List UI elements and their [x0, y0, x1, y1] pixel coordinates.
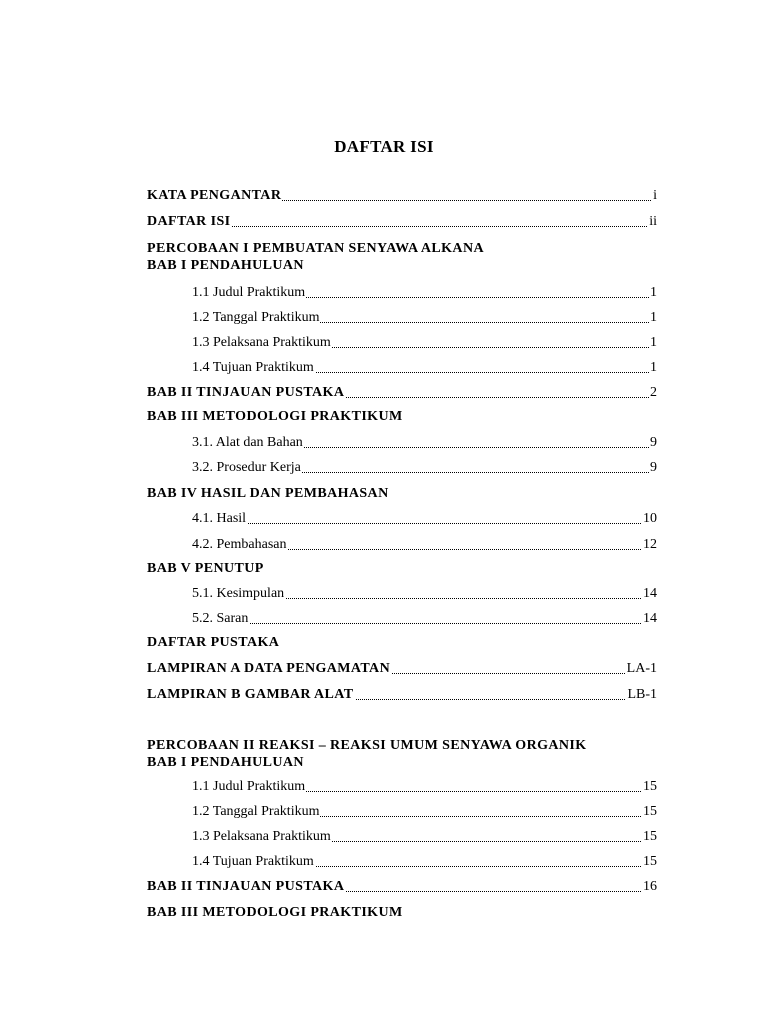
toc-entry-label: LAMPIRAN A DATA PENGAMATAN: [147, 659, 391, 679]
toc-entry: [192, 358, 657, 378]
toc-heading: BAB III METODOLOGI PRAKTIKUM: [147, 905, 403, 920]
toc-heading: BAB IV HASIL DAN PEMBAHASAN: [147, 486, 389, 501]
toc-entry-page-number: 10: [642, 509, 657, 529]
toc-heading: PERCOBAAN I PEMBUATAN SENYAWA ALKANA: [147, 241, 484, 256]
toc-entry-page-number: 1: [649, 308, 657, 328]
toc-entry-page-number: 14: [642, 609, 657, 629]
toc-entry-label: 1.3 Pelaksana Praktikum: [192, 827, 332, 847]
toc-entry: [147, 659, 657, 679]
toc-entry-page-number: 1: [649, 358, 657, 378]
toc-entry-page-number: 15: [642, 777, 657, 797]
toc-entry: [147, 212, 657, 232]
toc-entry: [192, 584, 657, 604]
toc-entry-label: BAB II TINJAUAN PUSTAKA: [147, 383, 345, 403]
toc-entry: [147, 186, 657, 206]
toc-entry-label: 1.4 Tujuan Praktikum: [192, 852, 315, 872]
toc-entry-page-number: 9: [649, 458, 657, 478]
toc-entry-page-number: 12: [642, 535, 657, 555]
toc-entry-page-number: 15: [642, 802, 657, 822]
toc-entry: [192, 308, 657, 328]
toc-entry: [192, 535, 657, 555]
toc-entry-label: BAB II TINJAUAN PUSTAKA: [147, 877, 345, 897]
toc-entry: [192, 509, 657, 529]
toc-heading: BAB I PENDAHULUAN: [147, 755, 304, 770]
toc-entry: [192, 283, 657, 303]
toc-entry-page-number: 15: [642, 852, 657, 872]
toc-entry: [147, 685, 657, 705]
toc-entry-label: 5.1. Kesimpulan: [192, 584, 285, 604]
toc-entry: [192, 827, 657, 847]
toc-entry-label: LAMPIRAN B GAMBAR ALAT: [147, 685, 355, 705]
toc-entry: [147, 877, 657, 897]
toc-entry-label: 1.1 Judul Praktikum: [192, 777, 306, 797]
toc-entry-label: 1.2 Tanggal Praktikum: [192, 802, 320, 822]
toc-entry-label: 1.1 Judul Praktikum: [192, 283, 306, 303]
toc-entry: [192, 609, 657, 629]
toc-entry-label: 4.2. Pembahasan: [192, 535, 287, 555]
toc-entry-page-number: i: [652, 186, 657, 206]
toc-entry-label: 4.1. Hasil: [192, 509, 247, 529]
toc-heading: DAFTAR PUSTAKA: [147, 635, 280, 650]
toc-entry-label: 1.3 Pelaksana Praktikum: [192, 333, 332, 353]
toc-entry-page-number: 9: [649, 433, 657, 453]
toc-entry-page-number: 1: [649, 283, 657, 303]
dot-leader: [192, 523, 657, 524]
toc-entry-label: 5.2. Saran: [192, 609, 249, 629]
toc-entry: [192, 458, 657, 478]
toc-entry-page-number: ii: [648, 212, 657, 232]
toc-entry: [192, 433, 657, 453]
toc-entry: [192, 852, 657, 872]
toc-entry-label: DAFTAR ISI: [147, 212, 231, 232]
dot-leader: [192, 623, 657, 624]
toc-heading: BAB III METODOLOGI PRAKTIKUM: [147, 409, 403, 424]
toc-entry-page-number: 1: [649, 333, 657, 353]
toc-entry-page-number: 14: [642, 584, 657, 604]
toc-entry-label: 3.1. Alat dan Bahan: [192, 433, 304, 453]
page-title: DAFTAR ISI: [334, 137, 434, 156]
toc-entry-label: 3.2. Prosedur Kerja: [192, 458, 302, 478]
toc-heading: PERCOBAAN II REAKSI – REAKSI UMUM SENYAWA ORGANIK: [147, 738, 587, 753]
toc-entry: [192, 802, 657, 822]
toc-entry-page-number: 2: [649, 383, 657, 403]
toc-entry: [192, 777, 657, 797]
toc-entry-page-number: 15: [642, 827, 657, 847]
toc-entry: [147, 383, 657, 403]
toc-entry-page-number: LB-1: [626, 685, 657, 705]
toc-entry-page-number: LA-1: [626, 659, 657, 679]
toc-entry-label: KATA PENGANTAR: [147, 186, 282, 206]
toc-heading: BAB V PENUTUP: [147, 561, 264, 576]
toc-entry: [192, 333, 657, 353]
toc-entry-page-number: 16: [642, 877, 657, 897]
toc-entry-label: 1.2 Tanggal Praktikum: [192, 308, 320, 328]
toc-heading: BAB I PENDAHULUAN: [147, 258, 304, 273]
toc-entry-label: 1.4 Tujuan Praktikum: [192, 358, 315, 378]
